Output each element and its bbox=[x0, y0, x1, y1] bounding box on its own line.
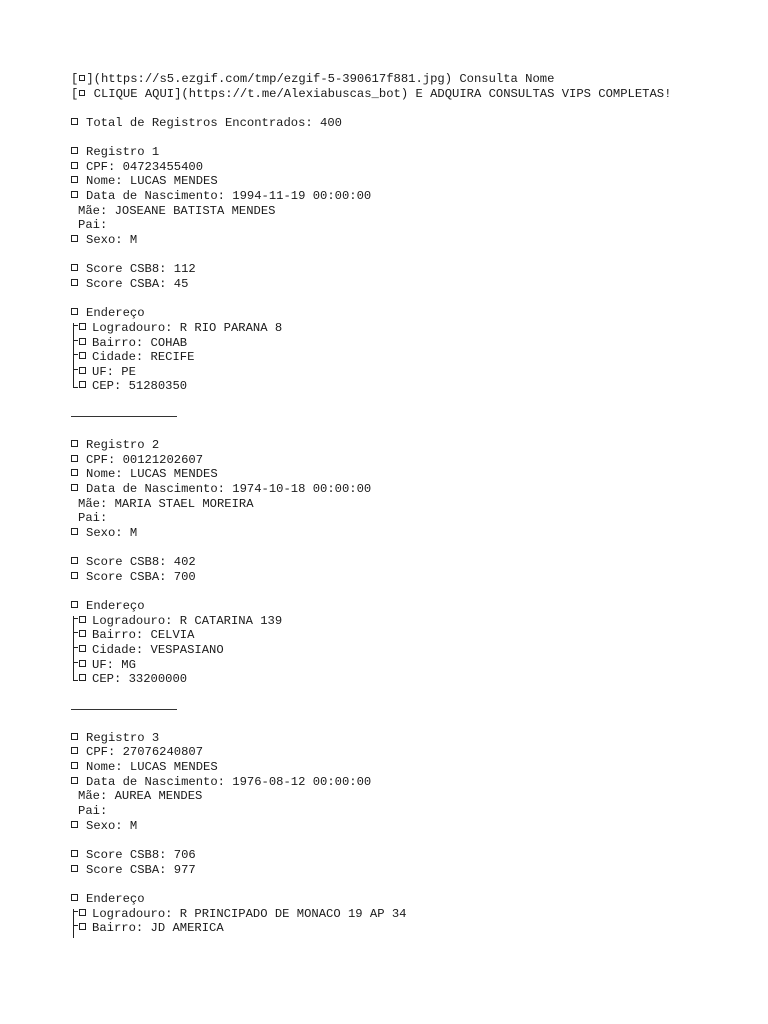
square-bullet-icon bbox=[71, 894, 78, 901]
square-bullet-icon bbox=[71, 850, 78, 857]
square-bullet-icon bbox=[79, 660, 86, 667]
record-3 bbox=[71, 731, 751, 936]
record-endereco-heading: Endereço bbox=[71, 892, 751, 907]
tree-branch-icon bbox=[71, 321, 79, 336]
square-bullet-icon bbox=[79, 323, 86, 330]
record-2 bbox=[71, 438, 751, 687]
record-cpf: CPF: 00121202607 bbox=[71, 453, 751, 468]
document-page bbox=[71, 72, 751, 936]
record-nome: Nome: LUCAS MENDES bbox=[71, 760, 751, 775]
record-cidade: Cidade: VESPASIANO bbox=[71, 643, 751, 658]
record-score-csb8: Score CSB8: 112 bbox=[71, 262, 751, 277]
record-cep: CEP: 33200000 bbox=[71, 672, 751, 687]
record-nascimento: Data de Nascimento: 1974-10-18 00:00:00 bbox=[71, 482, 751, 497]
record-score-csba: Score CSBA: 977 bbox=[71, 863, 751, 878]
record-pai: Pai: bbox=[78, 511, 108, 526]
square-bullet-icon bbox=[79, 352, 86, 359]
square-bullet-icon bbox=[79, 909, 86, 916]
square-bullet-icon bbox=[71, 777, 78, 784]
record-score-csb8: Score CSB8: 402 bbox=[71, 555, 751, 570]
square-bullet-icon bbox=[71, 176, 78, 183]
record-nome: Nome: LUCAS MENDES bbox=[71, 174, 751, 189]
record-nascimento: Data de Nascimento: 1976-08-12 00:00:00 bbox=[71, 775, 751, 790]
square-bullet-icon bbox=[79, 367, 86, 374]
square-bullet-icon bbox=[71, 455, 78, 462]
record-separator bbox=[71, 409, 751, 424]
record-separator bbox=[71, 702, 751, 717]
record-uf: UF: MG bbox=[71, 658, 751, 673]
square-bullet-icon bbox=[71, 264, 78, 271]
tree-branch-icon bbox=[71, 907, 79, 922]
square-bullet-icon bbox=[79, 338, 86, 345]
tree-end-icon bbox=[71, 379, 79, 394]
square-bullet-icon bbox=[71, 572, 78, 579]
tree-branch-icon bbox=[71, 658, 79, 673]
record-logradouro: Logradouro: R RIO PARANA 8 bbox=[71, 321, 751, 336]
record-1 bbox=[71, 145, 751, 394]
record-nome: Nome: LUCAS MENDES bbox=[71, 467, 751, 482]
square-bullet-icon bbox=[71, 733, 78, 740]
record-logradouro: Logradouro: R CATARINA 139 bbox=[71, 614, 751, 629]
record-score-csb8: Score CSB8: 706 bbox=[71, 848, 751, 863]
tree-branch-icon bbox=[71, 614, 79, 629]
square-bullet-icon bbox=[79, 674, 86, 681]
square-bullet-icon bbox=[79, 90, 85, 96]
square-bullet-icon bbox=[79, 75, 85, 81]
square-bullet-icon bbox=[71, 484, 78, 491]
tree-branch-icon bbox=[71, 365, 79, 380]
record-bairro: Bairro: COHAB bbox=[71, 336, 751, 351]
record-bairro: Bairro: JD AMERICA bbox=[71, 921, 751, 936]
record-title: Registro 3 bbox=[71, 731, 751, 746]
record-cpf: CPF: 04723455400 bbox=[71, 160, 751, 175]
record-score-csba: Score CSBA: 700 bbox=[71, 570, 751, 585]
square-bullet-icon bbox=[79, 645, 86, 652]
square-bullet-icon bbox=[71, 118, 78, 125]
square-bullet-icon bbox=[71, 762, 78, 769]
tree-branch-icon bbox=[71, 628, 79, 643]
square-bullet-icon bbox=[71, 557, 78, 564]
record-title: Registro 2 bbox=[71, 438, 751, 453]
record-endereco-heading: Endereço bbox=[71, 306, 751, 321]
tree-branch-icon bbox=[71, 336, 79, 351]
square-bullet-icon bbox=[79, 616, 86, 623]
record-mae: Mãe: JOSEANE BATISTA MENDES bbox=[78, 203, 276, 218]
record-endereco-heading: Endereço bbox=[71, 599, 751, 614]
square-bullet-icon bbox=[71, 162, 78, 169]
total-records-line: Total de Registros Encontrados: 400 bbox=[71, 116, 751, 131]
record-title: Registro 1 bbox=[71, 145, 751, 160]
record-cidade: Cidade: RECIFE bbox=[71, 350, 751, 365]
record-cep: CEP: 51280350 bbox=[71, 379, 751, 394]
tree-end-icon bbox=[71, 672, 79, 687]
square-bullet-icon bbox=[71, 747, 78, 754]
square-bullet-icon bbox=[71, 235, 78, 242]
header-bot-link-line[interactable]: [ CLIQUE AQUI](https://t.me/Alexiabuscas_bot) E ADQUIRA CONSULTAS VIPS COMPLETAS! bbox=[71, 86, 672, 101]
square-bullet-icon bbox=[71, 279, 78, 286]
square-bullet-icon bbox=[71, 601, 78, 608]
header-image-link-line[interactable]: [ ](https://s5.ezgif.com/tmp/ezgif-5-390617f881.jpg) Consulta Nome bbox=[71, 72, 555, 86]
square-bullet-icon bbox=[71, 191, 78, 198]
record-mae: Mãe: AUREA MENDES bbox=[78, 789, 203, 804]
tree-branch-icon bbox=[71, 921, 79, 936]
record-sexo: Sexo: M bbox=[71, 526, 751, 541]
record-uf: UF: PE bbox=[71, 365, 751, 380]
square-bullet-icon bbox=[71, 440, 78, 447]
square-bullet-icon bbox=[71, 865, 78, 872]
record-pai: Pai: bbox=[78, 804, 108, 819]
square-bullet-icon bbox=[79, 381, 86, 388]
record-score-csba: Score CSBA: 45 bbox=[71, 277, 751, 292]
square-bullet-icon bbox=[71, 308, 78, 315]
square-bullet-icon bbox=[71, 821, 78, 828]
square-bullet-icon bbox=[79, 923, 86, 930]
header-line1-text: ](https://s5.ezgif.com/tmp/ezgif-5-390617f881.jpg) Consulta Nome bbox=[86, 72, 555, 86]
square-bullet-icon bbox=[79, 630, 86, 637]
square-bullet-icon bbox=[71, 147, 78, 154]
record-bairro: Bairro: CELVIA bbox=[71, 628, 751, 643]
record-pai: Pai: bbox=[78, 218, 108, 233]
square-bullet-icon bbox=[71, 528, 78, 535]
tree-branch-icon bbox=[71, 643, 79, 658]
square-bullet-icon bbox=[71, 469, 78, 476]
tree-branch-icon bbox=[71, 350, 79, 365]
header-line2-text: CLIQUE AQUI](https://t.me/Alexiabuscas_bot) E ADQUIRA CONSULTAS VIPS COMPLETAS! bbox=[86, 86, 672, 101]
record-logradouro: Logradouro: R PRINCIPADO DE MONACO 19 AP 34 bbox=[71, 907, 751, 922]
record-sexo: Sexo: M bbox=[71, 819, 751, 834]
record-mae: Mãe: MARIA STAEL MOREIRA bbox=[78, 496, 254, 511]
record-nascimento: Data de Nascimento: 1994-11-19 00:00:00 bbox=[71, 189, 751, 204]
record-cpf: CPF: 27076240807 bbox=[71, 745, 751, 760]
record-sexo: Sexo: M bbox=[71, 233, 751, 248]
